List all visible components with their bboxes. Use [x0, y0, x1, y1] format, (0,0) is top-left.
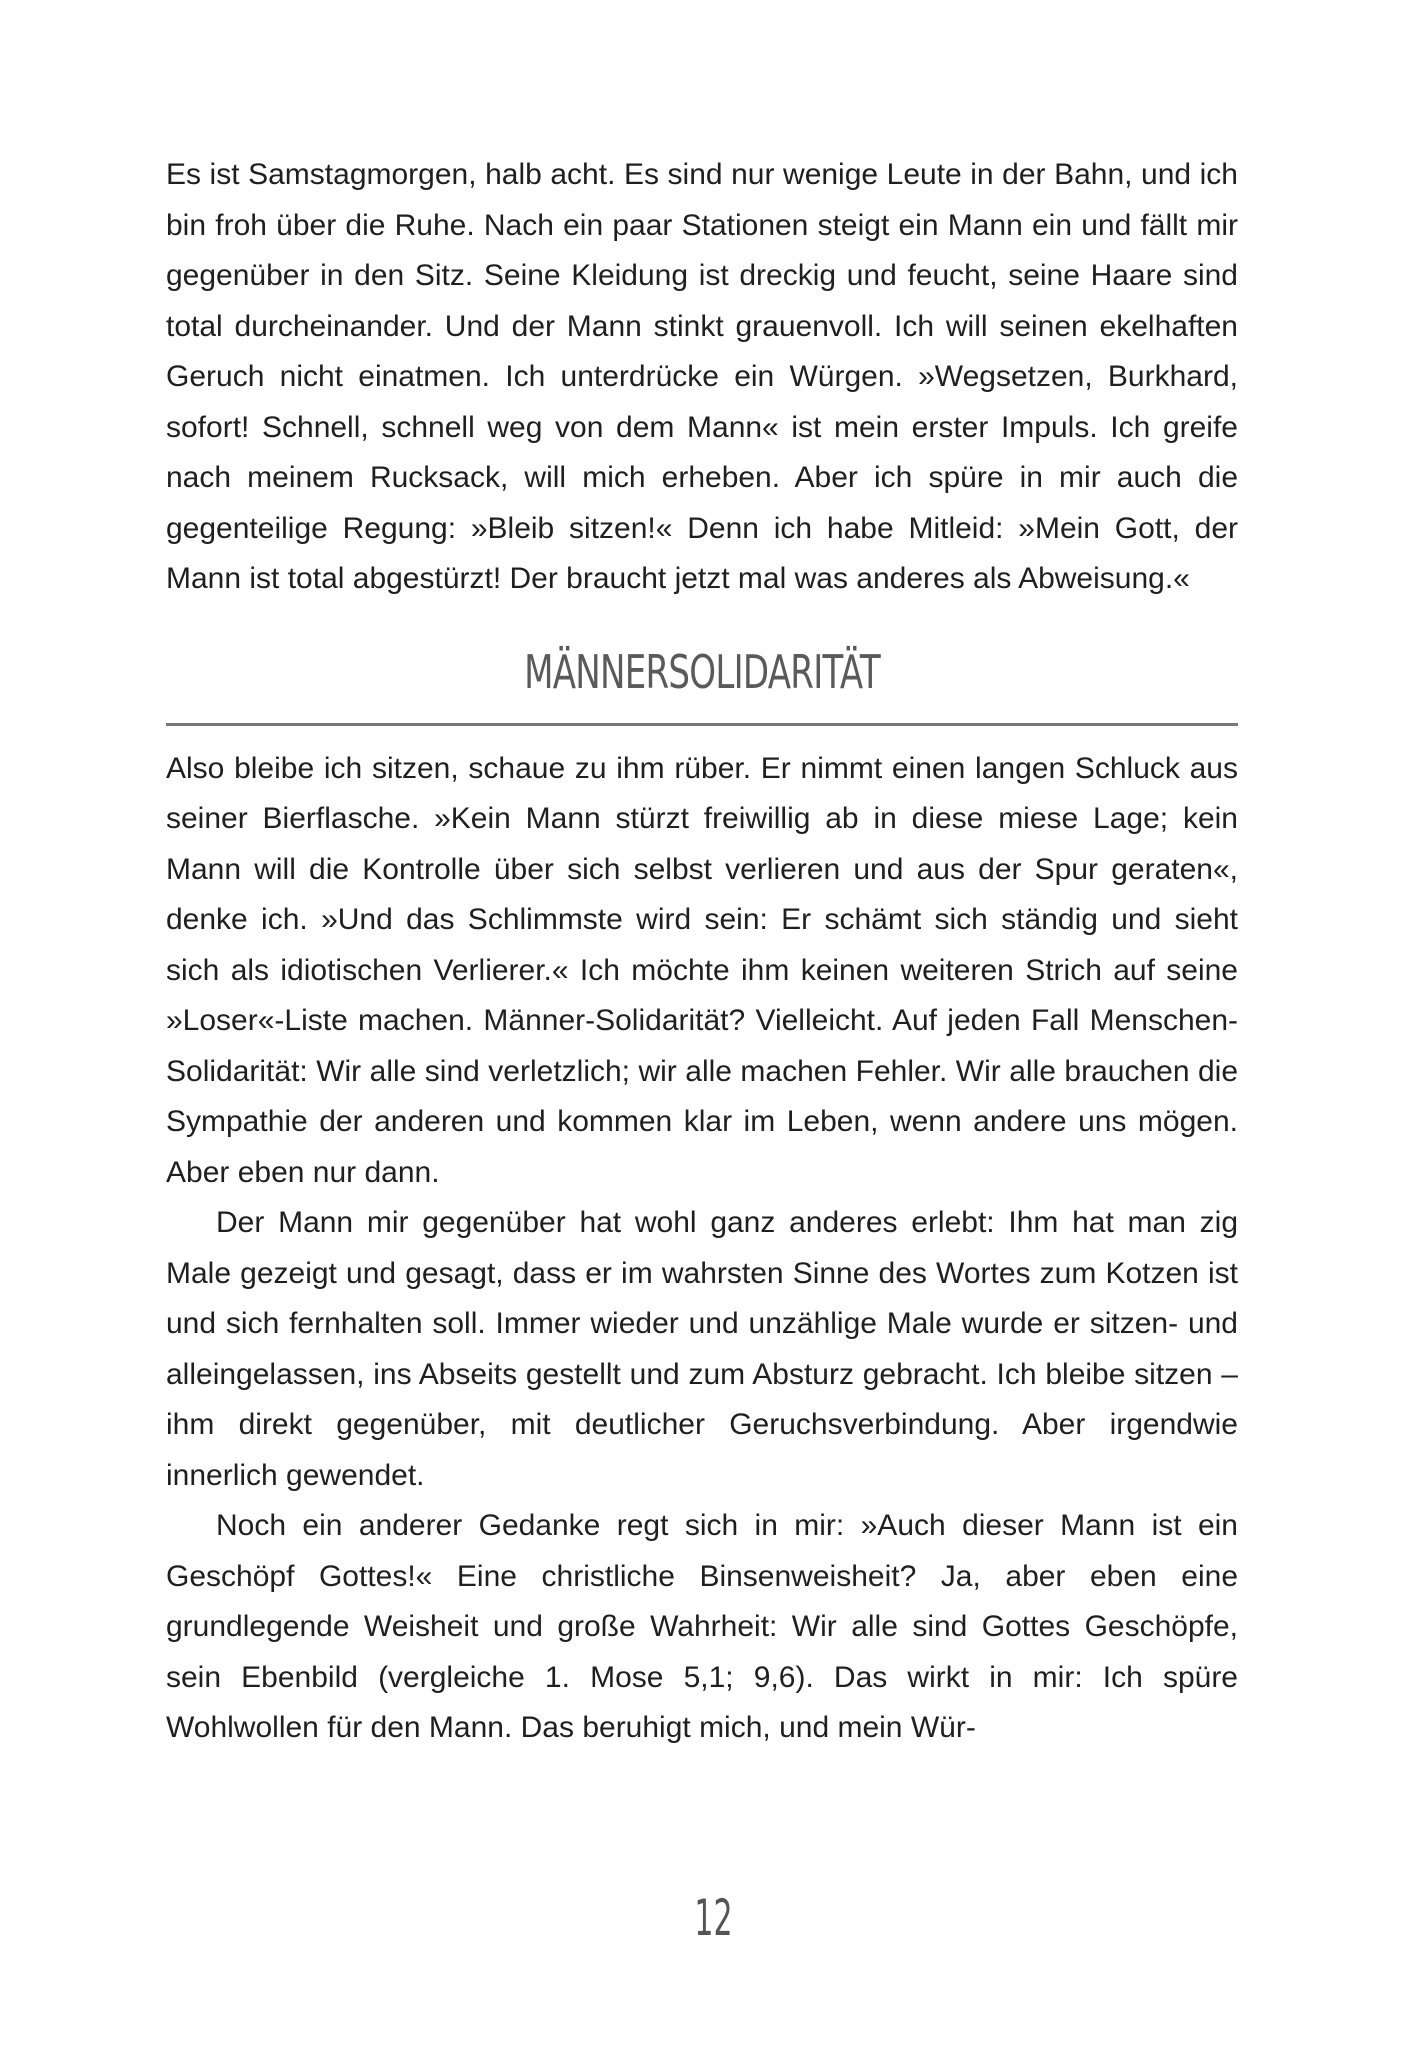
page-number: 12	[694, 1889, 733, 1947]
heading-underline	[166, 723, 1238, 726]
book-page	[166, 150, 1238, 1754]
body-paragraph: Also bleibe ich sitzen, schaue zu ihm rüber. Er nimmt einen langen Schluck aus seiner Bierflasche. »Kein Mann stürzt freiwillig ab in diese miese Lage; kein Mann will die Kontrolle über sich selbst verlieren und aus der Spur geraten«, denke ich. »Und das Schlimmste wird sein: Er schämt sich ständig und sieht sich als idiotischen Verlierer.« Ich möchte ihm keinen weiteren Strich auf seine »Loser«-Liste machen. Männer-Solidarität? Vielleicht. Auf jeden Fall Menschen-Solidarität: Wir alle sind verletzlich; wir alle machen Fehler. Wir alle brauchen die Sympathie der anderen und kommen klar im Leben, wenn andere uns mögen. Aber eben nur dann.	[166, 751, 1238, 1189]
section-heading: MÄNNERSOLIDARITÄT	[524, 644, 880, 699]
body-paragraph: Noch ein anderer Gedanke regt sich in mir: »Auch dieser Mann ist ein Geschöpf Gottes!« Eine christliche Binsenweisheit? Ja, aber eben eine grundlegende Weisheit und große Wahrheit: Wir alle sind Gottes Geschöpfe, sein Ebenbild (vergleiche 1. Mose 5,1; 9,6). Das wirkt in mir: Ich spüre Wohlwollen für den Mann. Das beruhigt mich, und mein Wür-	[166, 1509, 1238, 1744]
body-paragraph: Es ist Samstagmorgen, halb acht. Es sind nur wenige Leute in der Bahn, und ich bin froh über die Ruhe. Nach ein paar Stationen steigt ein Mann ein und fällt mir gegenüber in den Sitz. Seine Kleidung ist dreckig und feucht, seine Haare sind total durcheinander. Und der Mann stinkt grauenvoll. Ich will seinen ekelhaften Geruch nicht einatmen. Ich unterdrücke ein Würgen. »Wegsetzen, Burkhard, sofort! Schnell, schnell weg von dem Mann« ist mein erster Impuls. Ich greife nach meinem Rucksack, will mich erheben. Aber ich spüre in mir auch die gegenteilige Regung: »Bleib sitzen!« Denn ich habe Mitleid: »Mein Gott, der Mann ist total abgestürzt! Der braucht jetzt mal was anderes als Abweisung.«	[166, 158, 1238, 595]
body-paragraph: Der Mann mir gegenüber hat wohl ganz anderes erlebt: Ihm hat man zig Male gezeigt und gesagt, dass er im wahrsten Sinne des Wortes zum Kotzen ist und sich fernhalten soll. Immer wieder und unzählige Male wurde er sitzen- und alleingelassen, ins Abseits gestellt und zum Absturz gebracht. Ich bleibe sitzen – ihm direkt gegenüber, mit deutlicher Geruchsverbindung. Aber irgendwie innerlich gewendet.	[166, 1206, 1238, 1492]
